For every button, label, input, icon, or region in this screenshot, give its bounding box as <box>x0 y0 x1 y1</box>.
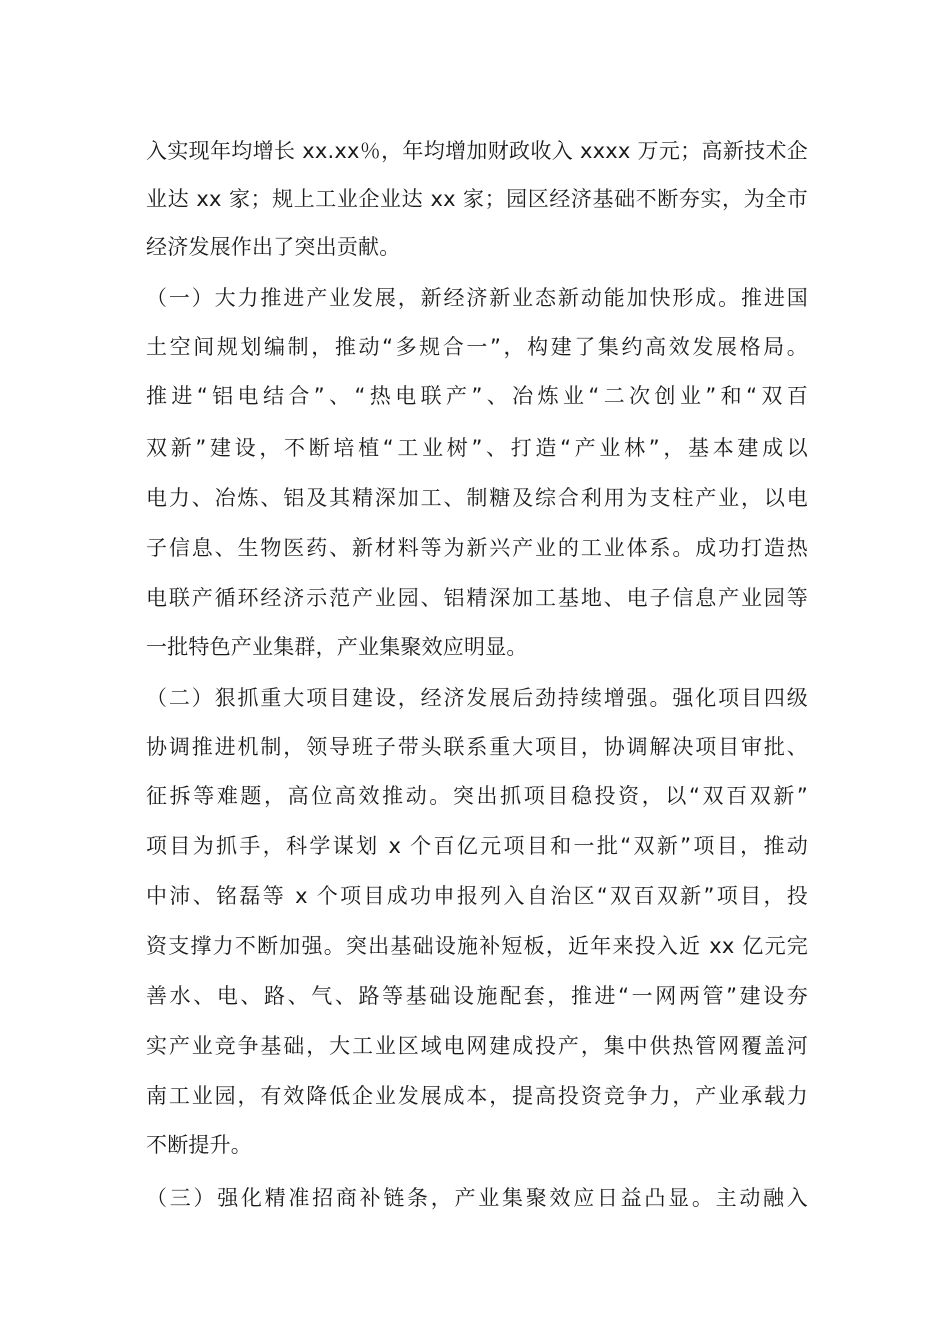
text-line: 资支撑力不断加强。突出基础设施补短板，近年来投入近 xx 亿元完 <box>146 934 808 958</box>
text-line: 经济发展作出了突出贡献。 <box>146 235 401 259</box>
text-line: 一批特色产业集群，产业集聚效应明显。 <box>146 635 528 659</box>
text-line: 子信息、生物医药、新材料等为新兴产业的工业体系。成功打造热 <box>146 536 808 560</box>
text-line: 土空间规划编制，推动“多规合一”，构建了集约高效发展格局。 <box>146 335 808 359</box>
text-line: 项目为抓手，科学谋划 x 个百亿元项目和一批“双新”项目，推动 <box>146 834 808 858</box>
section-3-heading-line: （三）强化精准招商补链条，产业集聚效应日益凸显。主动融入 <box>146 1186 808 1210</box>
section-1-heading-line: （一）大力推进产业发展，新经济新业态新动能加快形成。推进国 <box>146 286 808 310</box>
text-line: 双新”建设，不断培植“工业树”、打造“产业林”，基本建成以 <box>146 436 808 460</box>
text-line: 协调推进机制，领导班子带头联系重大项目，协调解决项目审批、 <box>146 735 808 759</box>
text-line: 电力、冶炼、铝及其精深加工、制糖及综合利用为支柱产业，以电 <box>146 486 808 510</box>
text-line: 实产业竞争基础，大工业区域电网建成投产，集中供热管网覆盖河 <box>146 1034 808 1058</box>
section-2-heading-line: （二）狠抓重大项目建设，经济发展后劲持续增强。强化项目四级 <box>146 686 808 710</box>
text-line: 推进“铝电结合”、“热电联产”、冶炼业“二次创业”和“双百 <box>146 384 808 408</box>
text-line: 善水、电、路、气、路等基础设施配套，推进“一网两管”建设夯 <box>146 984 808 1008</box>
text-line: 入实现年均增长 xx.xx％，年均增加财政收入 xxxx 万元；高新技术企 <box>146 139 808 163</box>
text-line: 征拆等难题，高位高效推动。突出抓项目稳投资，以“双百双新” <box>146 784 808 808</box>
text-line: 业达 xx 家；规上工业企业达 xx 家；园区经济基础不断夯实，为全市 <box>146 187 808 211</box>
text-line: 南工业园，有效降低企业发展成本，提高投资竞争力，产业承载力 <box>146 1084 808 1108</box>
text-line: 不断提升。 <box>146 1133 252 1157</box>
text-line: 中沛、铭磊等 x 个项目成功申报列入自治区“双百双新”项目，投 <box>146 884 808 908</box>
text-line: 电联产循环经济示范产业园、铝精深加工基地、电子信息产业园等 <box>146 586 808 610</box>
